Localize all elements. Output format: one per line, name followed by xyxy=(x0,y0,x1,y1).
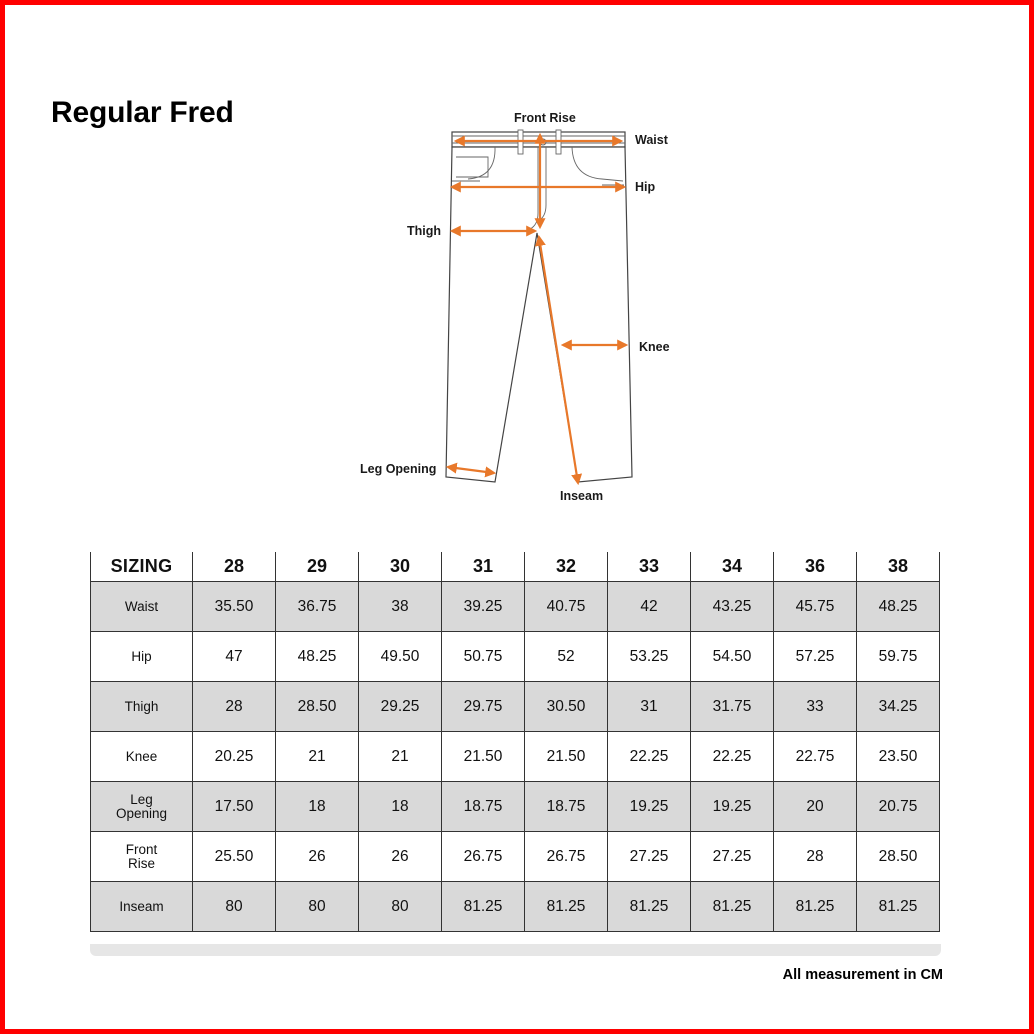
waist-label: Waist xyxy=(635,133,668,147)
measurement-cell: 18.75 xyxy=(442,782,525,832)
table-row xyxy=(91,782,940,832)
measurement-cell: 17.50 xyxy=(193,782,276,832)
table-row xyxy=(91,682,940,732)
measurement-cell: 26.75 xyxy=(525,832,608,882)
measurement-cell: 54.50 xyxy=(691,632,774,682)
measurement-cell: 21.50 xyxy=(525,732,608,782)
measurement-cell: 20 xyxy=(774,782,857,832)
measurement-cell: 21 xyxy=(359,732,442,782)
measurement-cell: 81.25 xyxy=(691,882,774,932)
measurement-cell: 27.25 xyxy=(691,832,774,882)
sizing-table xyxy=(90,552,940,932)
row-label-line: Leg xyxy=(130,791,153,807)
measurement-cell: 26.75 xyxy=(442,832,525,882)
row-label xyxy=(91,632,193,682)
measurement-cell: 20.25 xyxy=(193,732,276,782)
measurement-cell: 25.50 xyxy=(193,832,276,882)
measurement-cell: 18 xyxy=(276,782,359,832)
size-header: 28 xyxy=(193,552,276,582)
measurement-cell: 22.75 xyxy=(774,732,857,782)
size-header: 30 xyxy=(359,552,442,582)
size-header: 38 xyxy=(857,552,940,582)
size-header: 33 xyxy=(608,552,691,582)
measurement-cell: 53.25 xyxy=(608,632,691,682)
measurement-cell: 40.75 xyxy=(525,582,608,632)
measurement-cell: 20.75 xyxy=(857,782,940,832)
measurement-cell: 30.50 xyxy=(525,682,608,732)
row-label xyxy=(91,582,193,632)
row-label-line: Front xyxy=(125,841,158,857)
table-header-row xyxy=(91,552,940,582)
measurement-cell: 26 xyxy=(276,832,359,882)
measurement-cell: 81.25 xyxy=(608,882,691,932)
row-label xyxy=(91,682,193,732)
measurement-cell: 81.25 xyxy=(857,882,940,932)
measurement-cell: 18 xyxy=(359,782,442,832)
measurement-cell: 42 xyxy=(608,582,691,632)
table-row xyxy=(91,882,940,932)
measurement-cell: 49.50 xyxy=(359,632,442,682)
measurement-cell: 59.75 xyxy=(857,632,940,682)
row-label xyxy=(91,882,193,932)
measurement-cell: 48.25 xyxy=(276,632,359,682)
measurement-cell: 28.50 xyxy=(276,682,359,732)
size-header: 32 xyxy=(525,552,608,582)
row-label-line: Opening xyxy=(115,805,168,821)
measurement-cell: 26 xyxy=(359,832,442,882)
measurement-cell: 50.75 xyxy=(442,632,525,682)
measurement-cell: 22.25 xyxy=(608,732,691,782)
inseam-label: Inseam xyxy=(560,489,604,503)
measurement-cell: 28 xyxy=(774,832,857,882)
measurement-cell: 31 xyxy=(608,682,691,732)
knee-label: Knee xyxy=(639,340,670,354)
measurement-cell: 28 xyxy=(193,682,276,732)
row-label-line: Hip xyxy=(131,648,152,664)
hip-label: Hip xyxy=(635,180,656,194)
pants-measurement-diagram xyxy=(340,105,700,515)
table-row xyxy=(91,732,940,782)
table-body xyxy=(91,582,940,932)
measurement-cell: 47 xyxy=(193,632,276,682)
measurement-cell: 80 xyxy=(193,882,276,932)
measurement-cell: 21.50 xyxy=(442,732,525,782)
size-header: 34 xyxy=(691,552,774,582)
row-label-line: Inseam xyxy=(119,898,164,914)
thigh-label: Thigh xyxy=(407,224,442,238)
pants-diagram-svg xyxy=(340,105,700,515)
front-rise-label: Front Rise xyxy=(514,111,576,125)
measurement-cell: 22.25 xyxy=(691,732,774,782)
measurement-cell: 33 xyxy=(774,682,857,732)
row-label-line: Rise xyxy=(127,855,155,871)
measurement-cell: 81.25 xyxy=(525,882,608,932)
row-label xyxy=(91,782,193,832)
table-row xyxy=(91,632,940,682)
measurement-cell: 52 xyxy=(525,632,608,682)
measurement-cell: 45.75 xyxy=(774,582,857,632)
measurement-cell: 27.25 xyxy=(608,832,691,882)
measurement-cell: 80 xyxy=(276,882,359,932)
measurement-cell: 48.25 xyxy=(857,582,940,632)
measurement-cell: 35.50 xyxy=(193,582,276,632)
measurement-cell: 34.25 xyxy=(857,682,940,732)
measurement-cell: 39.25 xyxy=(442,582,525,632)
measurement-cell: 28.50 xyxy=(857,832,940,882)
measurement-cell: 38 xyxy=(359,582,442,632)
size-header: 31 xyxy=(442,552,525,582)
row-label xyxy=(91,832,193,882)
measurement-cell: 43.25 xyxy=(691,582,774,632)
measurement-cell: 29.75 xyxy=(442,682,525,732)
leg-opening-label: Leg Opening xyxy=(360,462,437,476)
measurement-cell: 57.25 xyxy=(774,632,857,682)
measurement-cell: 21 xyxy=(276,732,359,782)
row-label-line: Knee xyxy=(125,748,158,764)
size-header: 29 xyxy=(276,552,359,582)
measurement-cell: 19.25 xyxy=(608,782,691,832)
row-label xyxy=(91,732,193,782)
measurement-cell: 18.75 xyxy=(525,782,608,832)
row-label-line: Waist xyxy=(124,598,159,614)
measurement-cell: 81.25 xyxy=(774,882,857,932)
measurement-note: All measurement in CM xyxy=(782,967,943,983)
table-row xyxy=(91,832,940,882)
table-row xyxy=(91,582,940,632)
page-title: Regular Fred xyxy=(51,96,234,129)
measurement-cell: 31.75 xyxy=(691,682,774,732)
measurement-cell: 23.50 xyxy=(857,732,940,782)
measurement-cell: 29.25 xyxy=(359,682,442,732)
measurement-cell: 81.25 xyxy=(442,882,525,932)
row-label-line: Thigh xyxy=(124,698,159,714)
measurement-cell: 36.75 xyxy=(276,582,359,632)
size-header: 36 xyxy=(774,552,857,582)
table-footer-bar xyxy=(90,944,941,956)
measurement-cell: 80 xyxy=(359,882,442,932)
measurement-cell: 19.25 xyxy=(691,782,774,832)
sizing-header: SIZING xyxy=(91,552,193,582)
